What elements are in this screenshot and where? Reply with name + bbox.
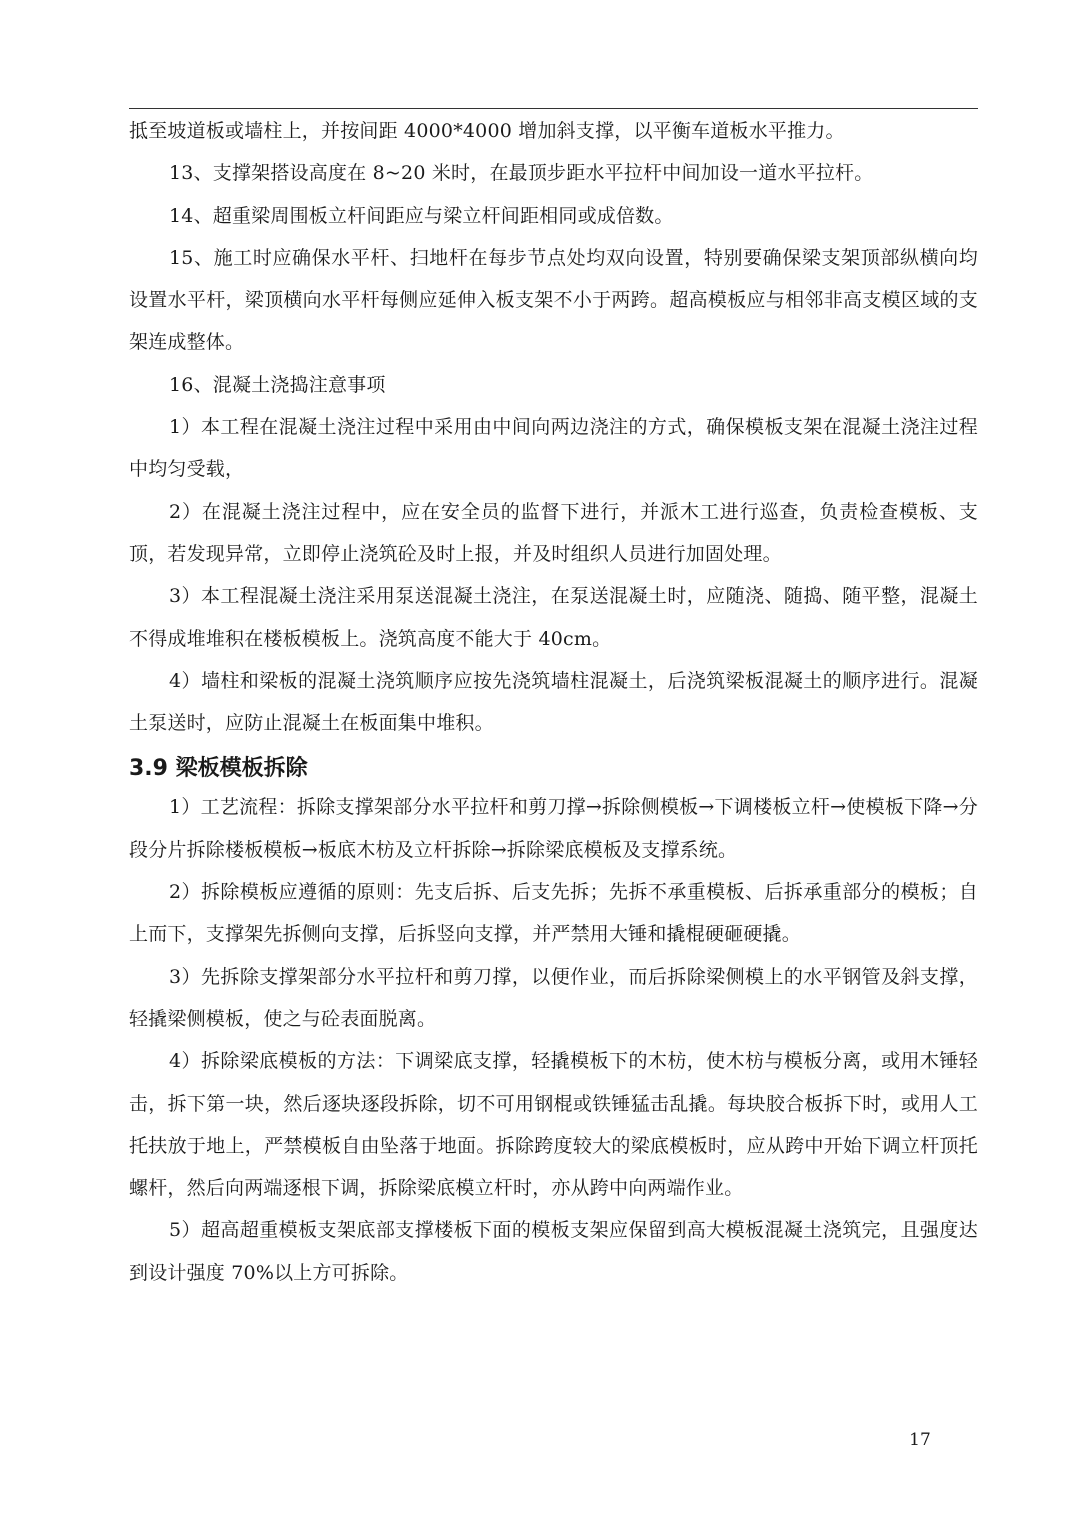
paragraph-pour-1: 1）本工程在混凝土浇注过程中采用由中间向两边浇注的方式，确保模板支架在混凝土浇注过程中均匀受载， bbox=[129, 416, 978, 481]
paragraph-item-13: 13、支撑架搭设高度在 8~20 米时，在最顶步距水平拉杆中间加设一道水平拉杆。 bbox=[169, 162, 874, 185]
paragraph-item-15: 15、施工时应确保水平杆、扫地杆在每步节点处均双向设置，特别要确保梁支架顶部纵横向均设置水平杆，梁顶横向水平杆每侧应延伸入板支架不小于两跨。超高模板应与相邻非高支模区域的支架连成整体。 bbox=[129, 246, 978, 354]
paragraph-continuation: 抵至坡道板或墙柱上，并按间距 4000*4000 增加斜支撑，以平衡车道板水平推力。 bbox=[129, 120, 845, 142]
page-number: 17 bbox=[909, 1430, 931, 1450]
paragraph-removal-2: 2）拆除模板应遵循的原则：先支后拆、后支先拆；先拆不承重模板、后拆承重部分的模板；自上而下，支撑架先拆侧向支撑，后拆竖向支撑，并严禁用大锤和撬棍硬砸硬撬。 bbox=[129, 881, 978, 946]
paragraph-removal-3: 3）先拆除支撑架部分水平拉杆和剪刀撑，以便作业，而后拆除梁侧模上的水平钢管及斜支撑，轻撬梁侧模板，使之与砼表面脱离。 bbox=[129, 965, 978, 1030]
paragraph-pour-3: 3）本工程混凝土浇注采用泵送混凝土浇注，在泵送混凝土时，应随浇、随捣、随平整，混凝土不得成堆堆积在楼板模板上。浇筑高度不能大于 40cm。 bbox=[129, 585, 978, 650]
paragraph-removal-1: 1）工艺流程：拆除支撑架部分水平拉杆和剪刀撑→拆除侧模板→下调楼板立杆→使模板下降→分段分片拆除楼板模板→板底木枋及立杆拆除→拆除梁底模板及支撑系统。 bbox=[129, 796, 978, 861]
paragraph-item-16: 16、混凝土浇捣注意事项 bbox=[169, 373, 386, 396]
paragraph-item-14: 14、超重梁周围板立杆间距应与梁立杆间距相同或成倍数。 bbox=[169, 204, 674, 227]
paragraph-pour-2: 2）在混凝土浇注过程中，应在安全员的监督下进行，并派木工进行巡查，负责检查模板、支顶，若发现异常，立即停止浇筑砼及时上报，并及时组织人员进行加固处理。 bbox=[129, 500, 978, 565]
page-content bbox=[129, 110, 978, 1294]
header-rule bbox=[129, 108, 978, 109]
paragraph-removal-5: 5）超高超重模板支架底部支撑楼板下面的模板支架应保留到高大模板混凝土浇筑完，且强度达到设计强度 70%以上方可拆除。 bbox=[129, 1219, 978, 1284]
section-heading: 3.9 梁板模板拆除 bbox=[129, 756, 308, 782]
paragraph-pour-4: 4）墙柱和梁板的混凝土浇筑顺序应按先浇筑墙柱混凝土，后浇筑梁板混凝土的顺序进行。混凝土泵送时，应防止混凝土在板面集中堆积。 bbox=[129, 669, 978, 735]
paragraph-removal-4: 4）拆除梁底模板的方法：下调梁底支撑，轻撬模板下的木枋，使木枋与模板分离，或用木锤轻击，拆下第一块，然后逐块逐段拆除，切不可用钢棍或铁锤猛击乱撬。每块胶合板拆下时，或用人工托扶放于地上，严禁模板自由坠落于地面。拆除跨度较大的梁底模板时，应从跨中开始下调立杆顶托螺杆，然后向两端逐根下调，拆除梁底模立杆时，亦从跨中向两端作业。 bbox=[129, 1050, 978, 1200]
